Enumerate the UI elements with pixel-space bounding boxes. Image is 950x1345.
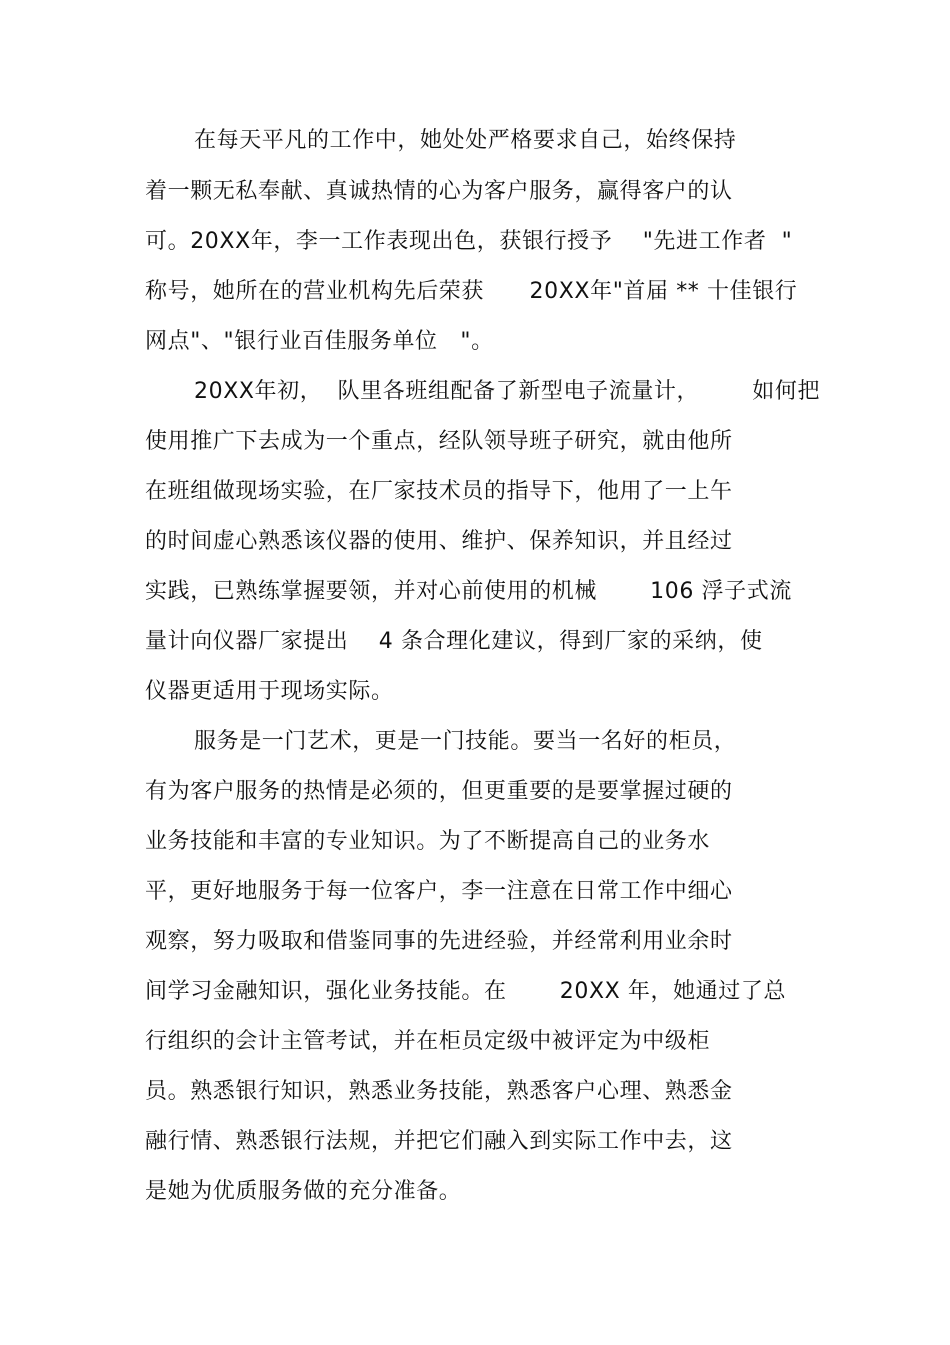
paragraph-2-line-7: 仪器更适用于现场实际。 — [145, 679, 394, 704]
paragraph-3-line-3: 业务技能和丰富的专业知识。为了不断提高自己的业务水 — [145, 829, 711, 854]
paragraph-3-line-9: 融行情、熟悉银行法规，并把它们融入到实际工作中去，这 — [145, 1129, 733, 1154]
paragraph-1-line-2: 着一颗无私奉献、真诚热情的心为客户服务，赢得客户的认 — [145, 179, 733, 204]
paragraph-2-line-5: 实践，已熟练掌握要领，并对心前使用的机械 106 浮子式流 — [145, 579, 792, 604]
paragraph-3-line-7: 行组织的会计主管考试，并在柜员定级中被评定为中级柜 — [145, 1029, 711, 1054]
paragraph-3-line-8: 员。熟悉银行知识，熟悉业务技能，熟悉客户心理、熟悉金 — [145, 1079, 733, 1104]
paragraph-1-line-4: 称号，她所在的营业机构先后荣获 20XX年"首届 ** 十佳银行 — [145, 279, 798, 304]
paragraph-2-line-6: 量计向仪器厂家提出 4 条合理化建议，得到厂家的采纳，使 — [145, 629, 763, 654]
paragraph-1-line-5: 网点"、"银行业百佳服务单位 "。 — [145, 329, 494, 354]
paragraph-3-line-6: 间学习金融知识，强化业务技能。在 20XX 年，她通过了总 — [145, 979, 787, 1004]
paragraph-3-line-5: 观察，努力吸取和借鉴同事的先进经验，并经常利用业余时 — [145, 929, 733, 954]
paragraph-3-line-1: 服务是一门艺术，更是一门技能。要当一名好的柜员， — [194, 729, 737, 754]
paragraph-1-line-3: 可。20XX年，李一工作表现出色，获银行授予 "先进工作者 " — [145, 229, 793, 254]
paragraph-2-line-4: 的时间虚心熟悉该仪器的使用、维护、保养知识，并且经过 — [145, 529, 733, 554]
paragraph-3-line-10: 是她为优质服务做的充分准备。 — [145, 1179, 462, 1204]
paragraph-2-line-2: 使用推广下去成为一个重点，经队领导班子研究，就由他所 — [145, 429, 733, 454]
paragraph-2-line-3: 在班组做现场实验，在厂家技术员的指导下，他用了一上午 — [145, 479, 733, 504]
paragraph-2-line-1: 20XX年初， 队里各班组配备了新型电子流量计， 如何把 — [194, 379, 821, 404]
paragraph-3-line-2: 有为客户服务的热情是必须的，但更重要的是要掌握过硬的 — [145, 779, 733, 804]
paragraph-1-line-1: 在每天平凡的工作中，她处处严格要求自己，始终保持 — [194, 128, 737, 153]
paragraph-3-line-4: 平，更好地服务于每一位客户，李一注意在日常工作中细心 — [145, 879, 733, 904]
